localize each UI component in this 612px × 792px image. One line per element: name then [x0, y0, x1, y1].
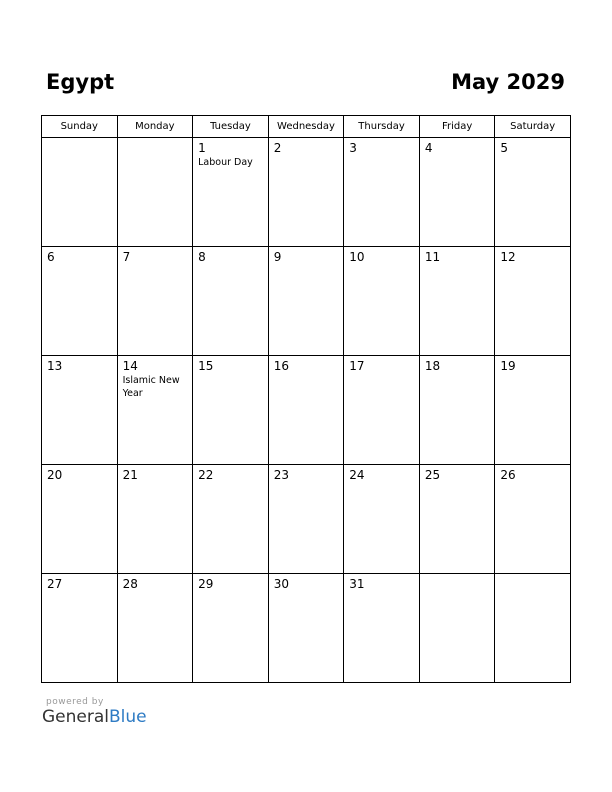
day-number: 9 — [273, 250, 282, 264]
day-number: 15 — [198, 359, 214, 373]
day-cell — [344, 138, 420, 247]
day-cell — [495, 574, 571, 683]
day-number: 2 — [273, 141, 282, 155]
weekday-header-row — [42, 116, 571, 138]
day-cell — [495, 138, 571, 247]
day-cell — [42, 574, 118, 683]
day-number: 1 — [198, 141, 206, 155]
day-cell — [419, 247, 495, 356]
weekday-friday: Friday — [419, 116, 495, 138]
weekday-wednesday: Wednesday — [268, 116, 344, 138]
day-cell — [419, 574, 495, 683]
day-cell — [193, 138, 269, 247]
weekday-saturday: Saturday — [495, 116, 571, 138]
holiday-label: Labour Day — [198, 157, 253, 168]
day-cell — [42, 465, 118, 574]
day-number: 7 — [122, 250, 131, 264]
day-number: 21 — [122, 468, 138, 482]
day-cell — [117, 356, 193, 465]
week-row — [42, 574, 571, 683]
day-cell — [268, 138, 344, 247]
powered-by-text: powered by — [46, 697, 104, 707]
day-number: 10 — [349, 250, 365, 264]
country-title: Egypt — [46, 70, 115, 94]
brand-blue: Blue — [109, 707, 147, 727]
day-cell — [42, 247, 118, 356]
day-cell — [193, 356, 269, 465]
weekday-monday: Monday — [117, 116, 193, 138]
day-number: 29 — [198, 577, 214, 591]
calendar-grid — [41, 115, 571, 683]
holiday-label: Islamic New Year — [122, 375, 180, 399]
day-cell — [344, 574, 420, 683]
day-cell — [495, 465, 571, 574]
day-cell — [42, 356, 118, 465]
day-number: 8 — [198, 250, 206, 264]
month-year-title: May 2029 — [451, 70, 565, 94]
day-number: 24 — [349, 468, 365, 482]
day-number: 26 — [500, 468, 516, 482]
day-number: 16 — [273, 359, 289, 373]
day-cell — [268, 356, 344, 465]
week-row — [42, 356, 571, 465]
day-number: 27 — [47, 577, 63, 591]
day-cell — [419, 138, 495, 247]
day-number: 31 — [349, 577, 365, 591]
day-cell — [193, 247, 269, 356]
day-number: 18 — [424, 359, 441, 373]
weekday-sunday: Sunday — [42, 116, 118, 138]
day-number: 22 — [198, 468, 214, 482]
week-row — [42, 465, 571, 574]
day-cell — [117, 247, 193, 356]
weekday-thursday: Thursday — [344, 116, 420, 138]
day-cell — [268, 574, 344, 683]
day-number: 28 — [122, 577, 138, 591]
day-number: 3 — [349, 141, 357, 155]
day-number: 25 — [424, 468, 441, 482]
day-number: 20 — [47, 468, 63, 482]
day-number: 11 — [424, 250, 441, 264]
day-number: 19 — [500, 359, 516, 373]
calendar-body — [42, 138, 571, 683]
day-cell — [193, 574, 269, 683]
day-cell — [117, 138, 193, 247]
generalblue-logo — [42, 707, 147, 727]
day-cell — [344, 247, 420, 356]
day-cell — [117, 465, 193, 574]
day-cell — [42, 138, 118, 247]
week-row — [42, 247, 571, 356]
day-cell — [268, 465, 344, 574]
day-number: 13 — [47, 359, 63, 373]
day-number: 17 — [349, 359, 365, 373]
day-number: 6 — [47, 250, 55, 264]
day-number: 12 — [500, 250, 516, 264]
day-cell — [495, 356, 571, 465]
day-number: 23 — [273, 468, 289, 482]
day-cell — [344, 356, 420, 465]
day-cell — [419, 356, 495, 465]
day-cell — [117, 574, 193, 683]
day-number: 30 — [273, 577, 289, 591]
weekday-tuesday: Tuesday — [193, 116, 269, 138]
day-cell — [193, 465, 269, 574]
day-number: 4 — [424, 141, 433, 155]
day-number: 14 — [122, 359, 138, 373]
day-cell — [419, 465, 495, 574]
day-number: 5 — [500, 141, 509, 155]
week-row — [42, 138, 571, 247]
brand-general: General — [42, 707, 109, 727]
day-cell — [268, 247, 344, 356]
day-cell — [495, 247, 571, 356]
day-cell — [344, 465, 420, 574]
